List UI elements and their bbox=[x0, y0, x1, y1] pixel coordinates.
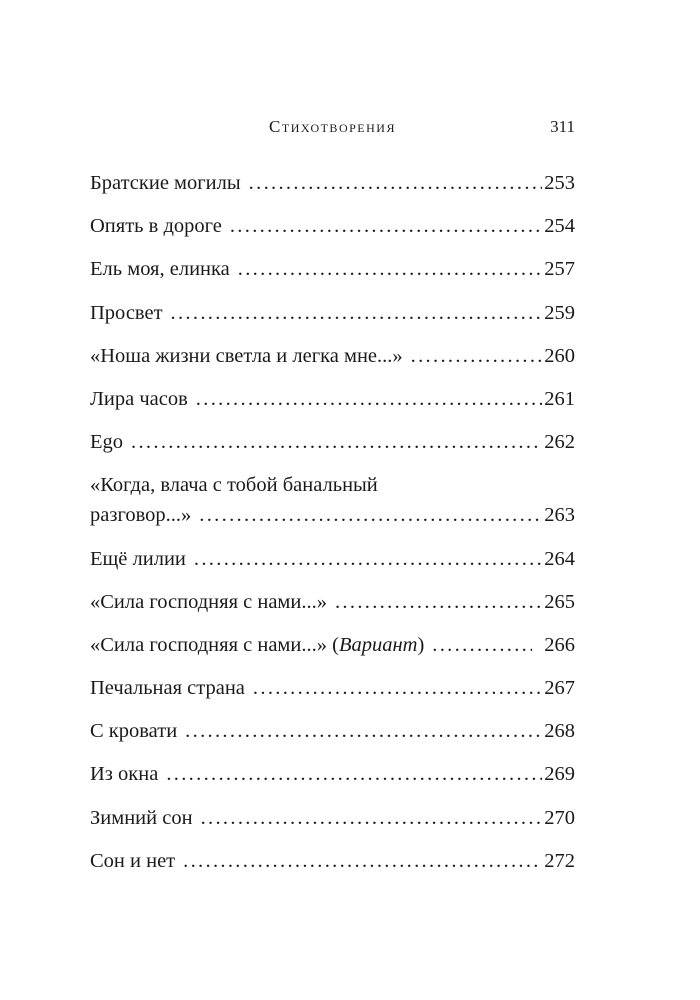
toc-entry[interactable] bbox=[90, 716, 575, 746]
toc-entry[interactable] bbox=[90, 211, 575, 241]
toc-entry[interactable] bbox=[90, 384, 575, 414]
toc-entry-page: 270 bbox=[544, 806, 575, 829]
toc-entry-title-main: «Сила господняя с нами...» ( bbox=[90, 633, 339, 656]
toc-entry-page: 265 bbox=[544, 590, 575, 613]
toc-entry-title-variant: Вариант bbox=[338, 633, 418, 656]
toc-entry-title-close: ) bbox=[417, 633, 425, 656]
toc-entry-page: 272 bbox=[544, 849, 575, 872]
toc-entry-title: Зимний сон bbox=[90, 806, 193, 829]
toc-entry[interactable] bbox=[90, 846, 575, 876]
toc-entry-title bbox=[90, 630, 424, 660]
dot-leader bbox=[230, 211, 542, 241]
dot-leader bbox=[335, 587, 542, 617]
toc-entry-title-line2: разговор...» bbox=[90, 504, 192, 527]
toc-entry-title: «Ноша жизни светла и легка мне...» bbox=[90, 344, 403, 367]
dot-leader bbox=[185, 716, 542, 746]
dot-leader bbox=[238, 254, 542, 284]
toc-entry-title: «Сила господняя с нами...» bbox=[90, 590, 327, 613]
dot-leader bbox=[411, 341, 543, 371]
dot-leader bbox=[131, 427, 542, 457]
toc-entry-title: С кровати bbox=[90, 720, 178, 743]
dot-leader bbox=[249, 168, 543, 198]
toc-entry-title: Ego bbox=[90, 431, 124, 454]
toc-entry-title-line1: «Когда, влача с тобой банальный bbox=[90, 474, 378, 497]
toc-entry[interactable] bbox=[90, 470, 575, 530]
toc-entry-title: Печальная страна bbox=[90, 677, 245, 700]
toc-entry[interactable] bbox=[90, 630, 575, 660]
toc-entry-page: 263 bbox=[544, 504, 575, 527]
dot-leader bbox=[199, 500, 542, 530]
dot-leader bbox=[253, 673, 542, 703]
table-of-contents bbox=[90, 168, 575, 889]
toc-entry-title: Сон и нет bbox=[90, 849, 176, 872]
toc-entry-page: 268 bbox=[544, 720, 575, 743]
toc-entry[interactable] bbox=[90, 168, 575, 198]
toc-entry-title: Просвет bbox=[90, 301, 163, 324]
toc-entry-title: Из окна bbox=[90, 763, 159, 786]
toc-entry-page: 261 bbox=[544, 387, 575, 410]
running-header bbox=[90, 117, 575, 141]
toc-entry-page: 266 bbox=[544, 633, 575, 656]
dot-leader bbox=[194, 544, 542, 574]
toc-entry[interactable] bbox=[90, 803, 575, 833]
running-title: Стихотворения bbox=[269, 117, 396, 136]
dot-leader bbox=[171, 298, 543, 328]
toc-entry[interactable] bbox=[90, 544, 575, 574]
toc-entry-title: Опять в дороге bbox=[90, 215, 222, 238]
toc-entry-page: 253 bbox=[544, 172, 575, 194]
toc-entry[interactable] bbox=[90, 587, 575, 617]
dot-leader bbox=[432, 630, 532, 660]
toc-entry[interactable] bbox=[90, 298, 575, 328]
toc-entry-page: 267 bbox=[544, 677, 575, 700]
toc-entry[interactable] bbox=[90, 759, 575, 789]
toc-entry[interactable] bbox=[90, 341, 575, 371]
dot-leader bbox=[183, 846, 542, 876]
page-number: 311 bbox=[550, 117, 575, 136]
toc-entry-page: 254 bbox=[544, 215, 575, 238]
toc-entry-title: Ель моя, елинка bbox=[90, 258, 230, 281]
dot-leader bbox=[166, 759, 542, 789]
toc-entry-page: 260 bbox=[544, 344, 575, 367]
toc-entry[interactable] bbox=[90, 427, 575, 457]
toc-entry-page: 269 bbox=[544, 763, 575, 786]
toc-entry[interactable] bbox=[90, 673, 575, 703]
toc-entry-title: Ещё лилии bbox=[90, 547, 186, 570]
dot-leader bbox=[196, 384, 542, 414]
toc-entry-page: 262 bbox=[544, 431, 575, 454]
toc-entry[interactable] bbox=[90, 254, 575, 284]
toc-entry-title: Лира часов bbox=[90, 387, 188, 410]
toc-entry-page: 257 bbox=[544, 258, 575, 281]
dot-leader bbox=[201, 803, 543, 833]
toc-entry-page: 264 bbox=[544, 547, 575, 570]
toc-entry-title: Братские могилы bbox=[90, 172, 241, 194]
toc-entry-page: 259 bbox=[544, 301, 575, 324]
